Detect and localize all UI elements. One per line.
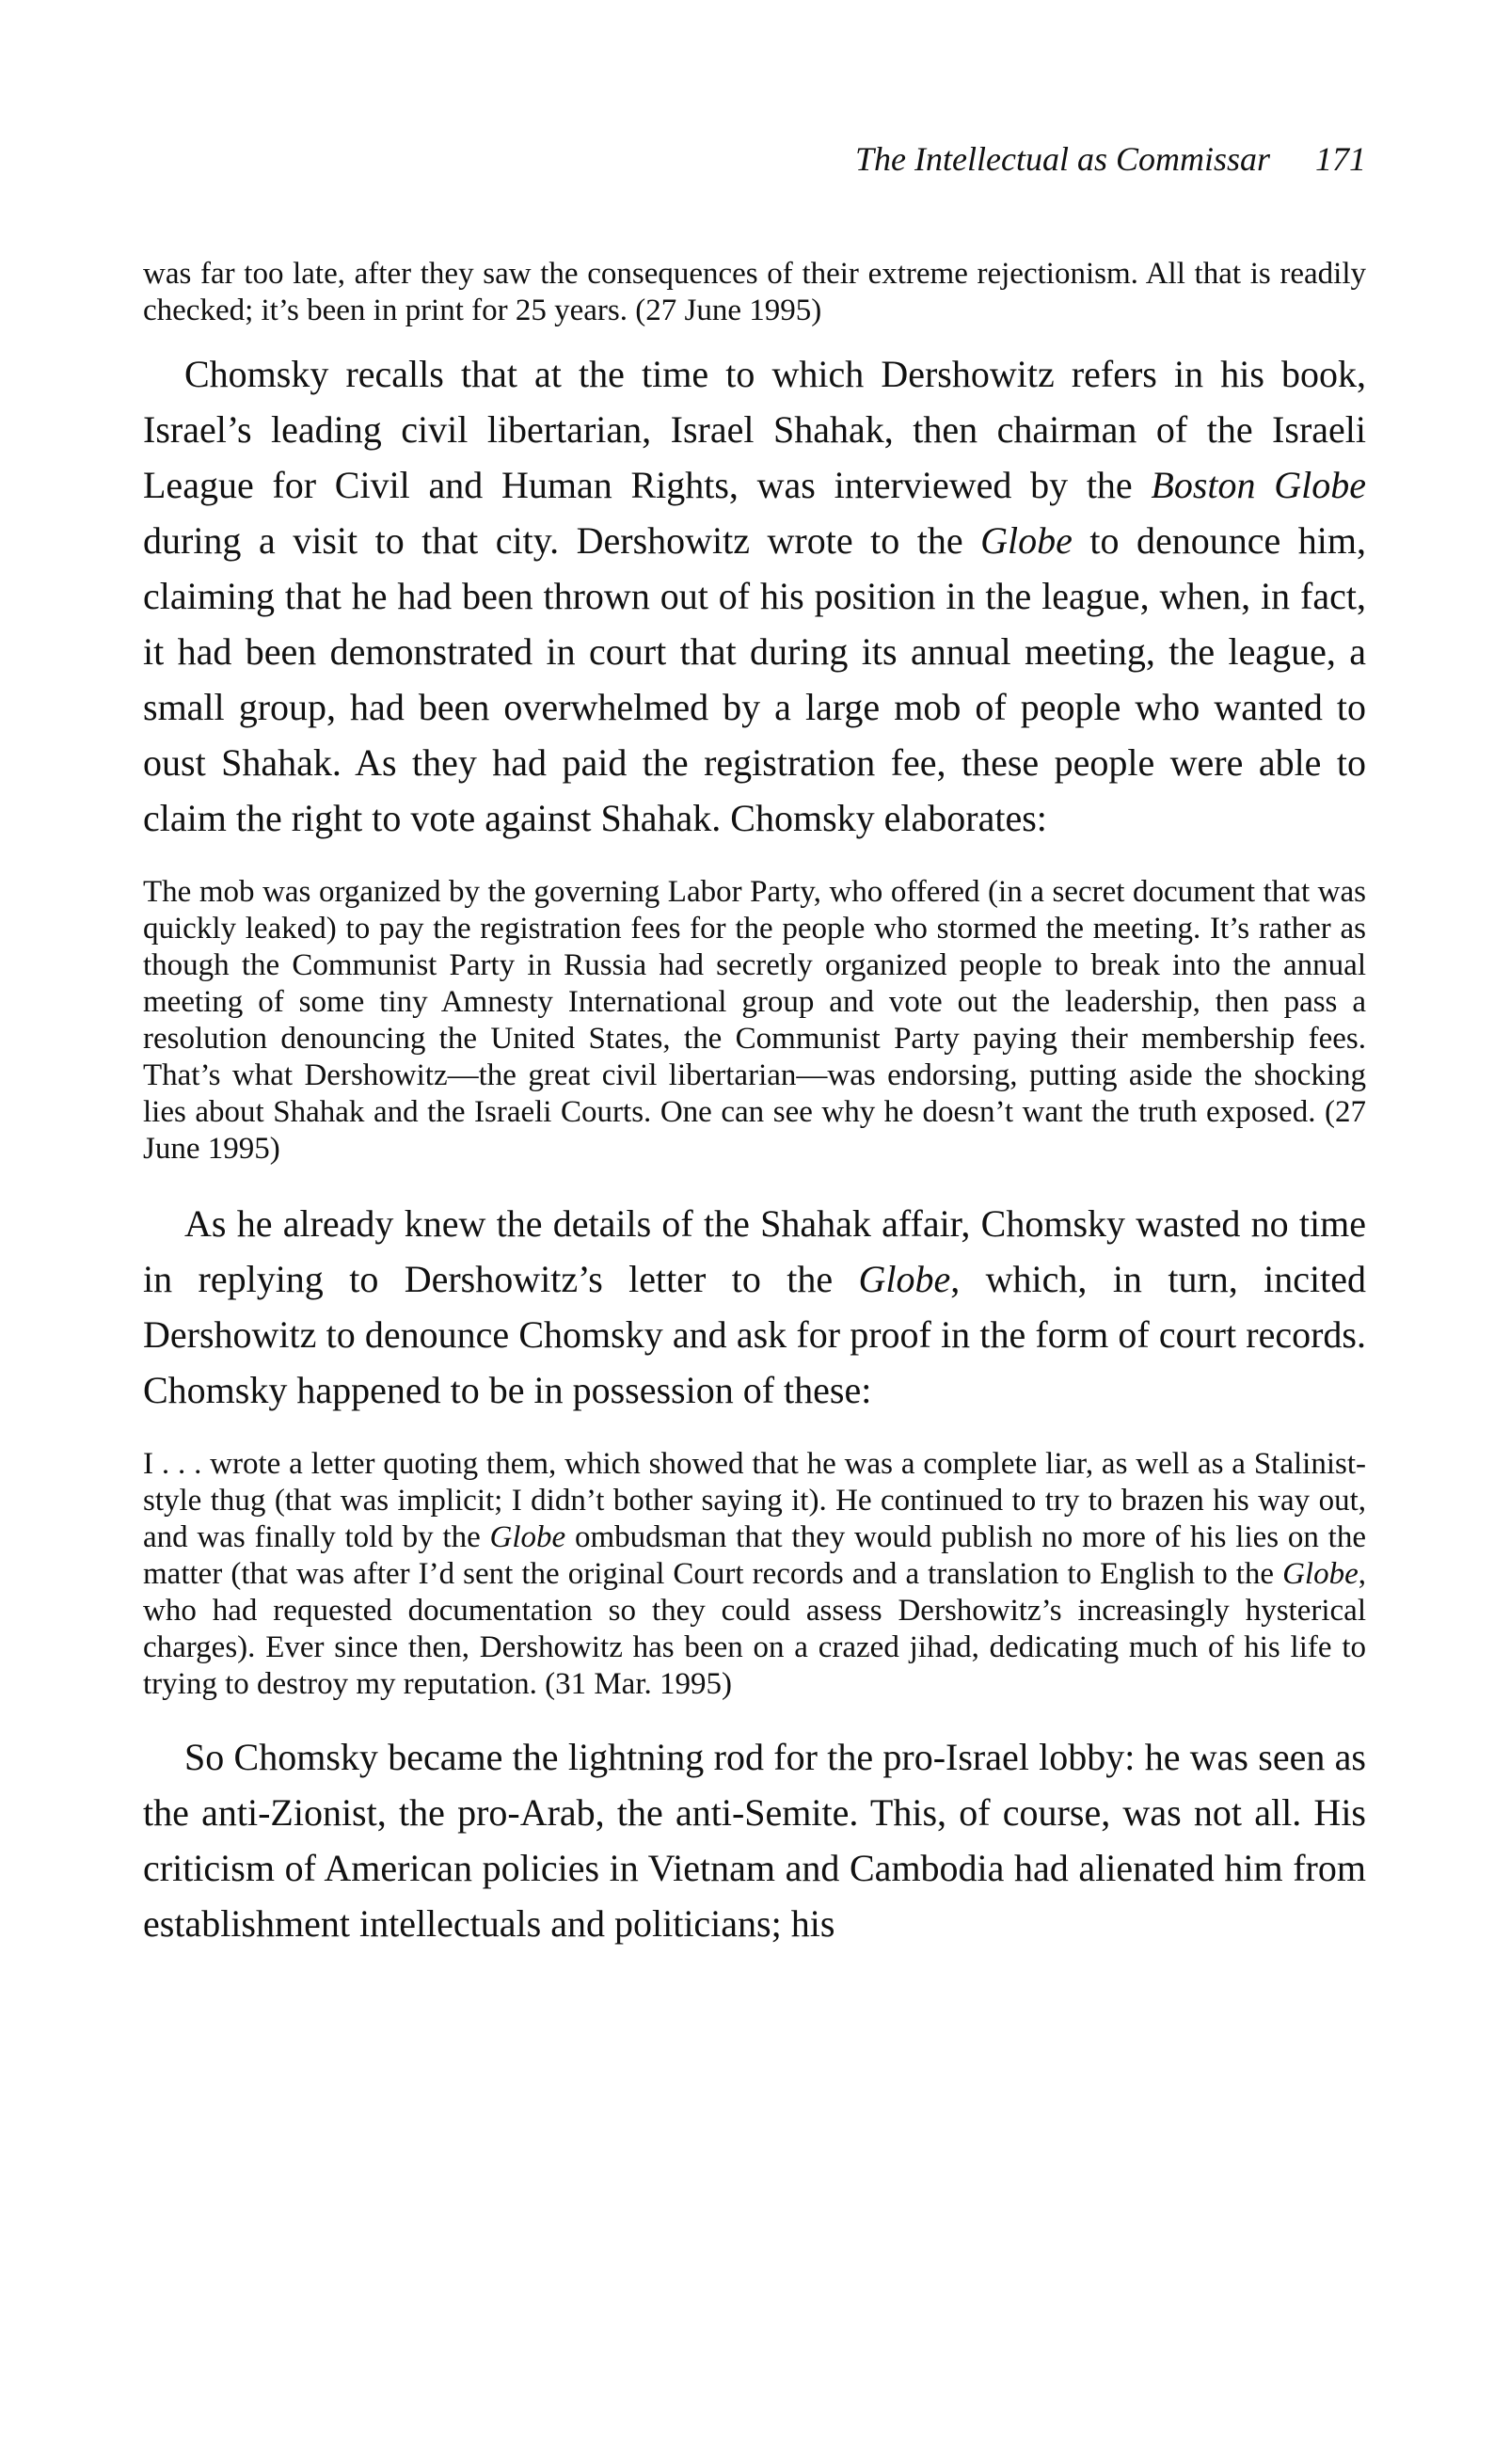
text-run: ombudsman that they would publish no more of his lies on the matter (that was after I’d sent the original Court records and a translation to English to the bbox=[143, 1520, 1366, 1591]
italic-title-run: Globe bbox=[489, 1520, 566, 1554]
text-run: , which, in turn, incited Dershowitz to denounce Chomsky and ask for proof in the form of court records. Chomsky happened to be in possession of these: bbox=[143, 1258, 1367, 1411]
paragraph-lightning-rod bbox=[143, 1729, 1366, 1951]
text-run: The mob was organized by the governing Labor Party, who offered (in a secret document that was quickly leaked) to pay the registration fees for the people who stormed the meeting. It’s rather as though the Communist Party in Russia had secretly organized people to break into the annual meeting of some tiny Amnesty International group and vote out the leadership, then pass a resolution denouncing the United States, the Communist Party paying their membership fees. That’s what Dershowitz—the great civil libertarian—was endorsing, putting aside the shocking lies about Shahak and the Israeli Courts. One can see why he doesn’t want the truth exposed. (27 June 1995) bbox=[143, 875, 1366, 1166]
running-title: The Intellectual as Commissar bbox=[855, 140, 1270, 178]
text-run: I . . . wrote a letter quoting them, which showed that he was a complete liar, as well as a Stalinist-style thug (that was implicit; I didn’t bother saying it). He continued to try to brazen his way out, and was finally told by the bbox=[143, 1447, 1366, 1554]
block-quote-court-records bbox=[143, 1446, 1366, 1703]
body-text bbox=[143, 256, 1366, 1951]
text-run: So Chomsky became the lightning rod for the pro-Israel lobby: he was seen as the anti-Zionist, the pro-Arab, the anti-Semite. This, of course, was not all. His criticism of American policies in Vietnam and Cambodia had alienated him from establishment intellectuals and politicians; his bbox=[143, 1736, 1366, 1945]
text-run: , who had requested documentation so they could assess Dershowitz’s increasingly hysterical charges). Ever since then, Dershowitz has been on a crazed jihad, dedicating much of his life to trying to destroy my reputation. (31 Mar. 1995) bbox=[143, 1557, 1366, 1701]
italic-title-run: Globe bbox=[980, 519, 1073, 562]
paragraph-globe-reply bbox=[143, 1196, 1366, 1418]
paragraph-continued-quote bbox=[143, 256, 1366, 329]
text-run: Chomsky recalls that at the time to which Dershowitz refers in his book, Israel’s leading civil libertarian, Israel Shahak, then chairman of the Israeli League for Civil and Human Rights, was interviewed by the bbox=[143, 353, 1366, 506]
italic-title-run: Boston Globe bbox=[1151, 464, 1366, 506]
text-run: As he already knew the details of the Shahak affair, Chomsky wasted no time in replying to Dershowitz’s letter to the bbox=[143, 1202, 1366, 1300]
block-quote-labor-party bbox=[143, 874, 1366, 1168]
italic-title-run: Globe bbox=[858, 1258, 951, 1300]
text-run: was far too late, after they saw the consequences of their extreme rejectionism. All that is readily checked; it’s been in print for 25 years. (27 June 1995) bbox=[143, 257, 1366, 327]
text-run: to denounce him, claiming that he had been thrown out of his position in the league, when, in fact, it had been demonstrated in court that during its annual meeting, the league, a small group, had been overwhelmed by a large mob of people who wanted to oust Shahak. As they had paid the registration fee, these people were able to claim the right to vote against Shahak. Chomsky elaborates: bbox=[143, 519, 1366, 839]
paragraph-shahak-interview bbox=[143, 346, 1366, 846]
running-header bbox=[855, 139, 1366, 179]
italic-title-run: Globe bbox=[1282, 1557, 1359, 1591]
page-number: 171 bbox=[1315, 140, 1366, 178]
text-run: during a visit to that city. Dershowitz wrote to the bbox=[143, 519, 981, 562]
